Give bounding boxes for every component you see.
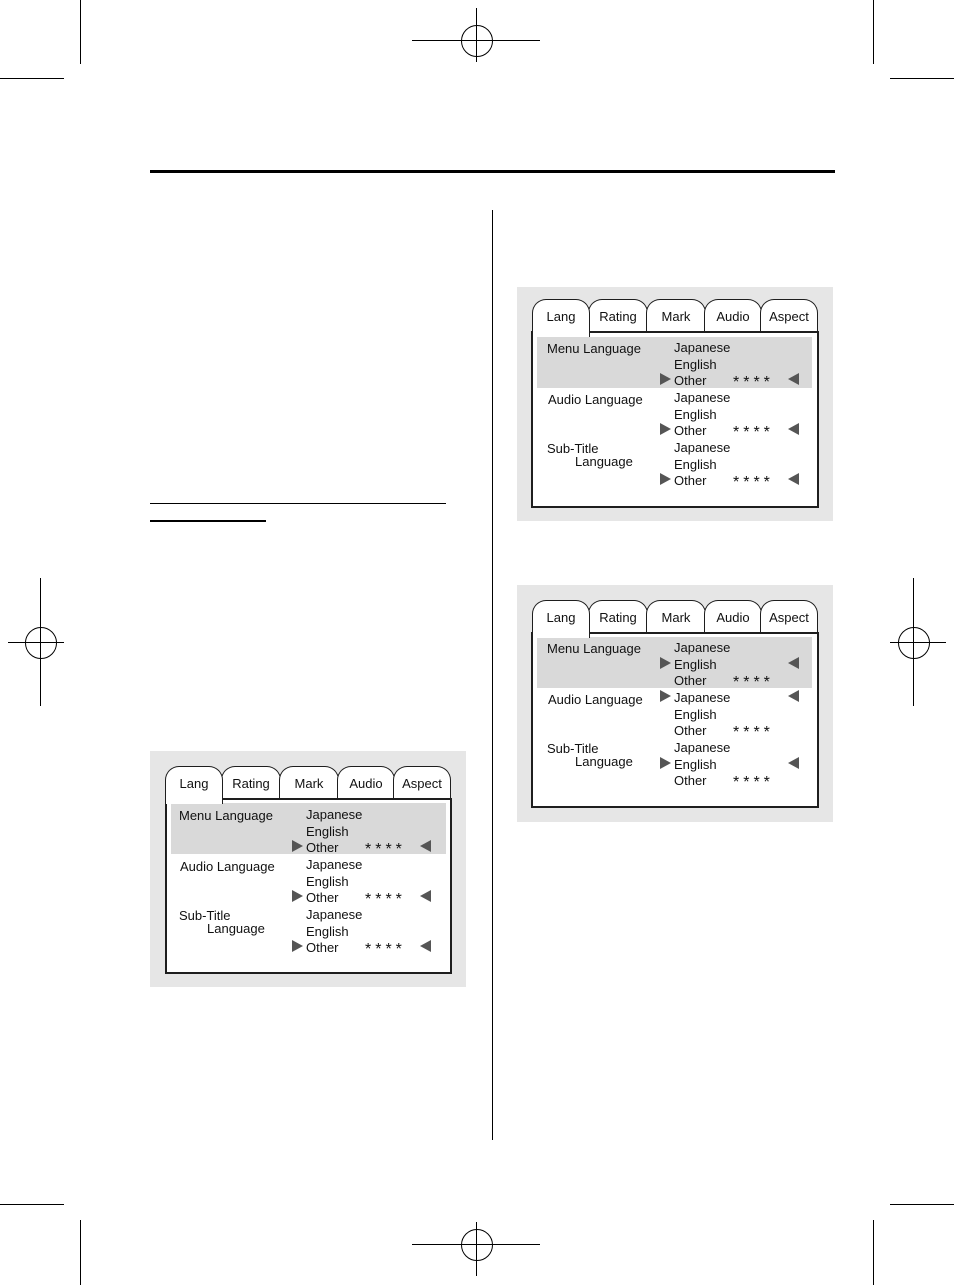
cursor-arrow-icon bbox=[788, 473, 799, 485]
lang-settings-screen bbox=[531, 331, 819, 508]
selection-arrow-icon bbox=[292, 840, 303, 852]
audio-language-label: Audio Language bbox=[180, 859, 275, 874]
code-stars: **** bbox=[733, 724, 774, 741]
option-other[interactable]: Other bbox=[306, 890, 339, 905]
option-english[interactable]: English bbox=[674, 757, 717, 772]
tab-rating[interactable]: Rating bbox=[588, 600, 648, 634]
audio-language-label: Audio Language bbox=[548, 392, 643, 407]
option-english[interactable]: English bbox=[674, 707, 717, 722]
code-stars: **** bbox=[733, 424, 774, 441]
subtitle-label: Language bbox=[575, 754, 633, 769]
lang-settings-screen bbox=[531, 632, 819, 808]
tab-mark[interactable]: Mark bbox=[646, 600, 706, 634]
option-japanese[interactable]: Japanese bbox=[674, 740, 731, 755]
option-japanese[interactable]: Japanese bbox=[306, 807, 363, 822]
tab-audio[interactable]: Audio bbox=[704, 299, 762, 333]
crop-mark bbox=[873, 1220, 874, 1285]
menu-language-label: Menu Language bbox=[547, 641, 641, 656]
code-stars: **** bbox=[733, 674, 774, 691]
selection-arrow-icon bbox=[292, 890, 303, 902]
audio-language-label: Audio Language bbox=[548, 692, 643, 707]
code-stars: **** bbox=[733, 474, 774, 491]
option-other[interactable]: Other bbox=[674, 373, 707, 388]
option-other[interactable]: Other bbox=[674, 723, 707, 738]
option-other[interactable]: Other bbox=[674, 673, 707, 688]
tab-lang[interactable]: Lang bbox=[165, 766, 223, 804]
tab-aspect[interactable]: Aspect bbox=[760, 600, 818, 634]
option-japanese[interactable]: Japanese bbox=[674, 440, 731, 455]
tab-rating[interactable]: Rating bbox=[221, 766, 281, 800]
option-other[interactable]: Other bbox=[674, 773, 707, 788]
setup-screen-panel bbox=[517, 585, 833, 822]
tab-aspect[interactable]: Aspect bbox=[393, 766, 451, 800]
code-stars: **** bbox=[733, 374, 774, 391]
cursor-arrow-icon bbox=[788, 757, 799, 769]
option-other[interactable]: Other bbox=[306, 840, 339, 855]
cursor-arrow-icon bbox=[788, 423, 799, 435]
menu-language-label: Menu Language bbox=[547, 341, 641, 356]
code-stars: **** bbox=[365, 841, 406, 858]
subtitle-label: Sub-Title bbox=[547, 441, 599, 456]
code-stars: **** bbox=[365, 891, 406, 908]
tab-audio[interactable]: Audio bbox=[704, 600, 762, 634]
option-japanese[interactable]: Japanese bbox=[674, 340, 731, 355]
cursor-arrow-icon bbox=[420, 940, 431, 952]
column-divider bbox=[492, 210, 493, 1140]
setup-screen-panel bbox=[517, 287, 833, 521]
selection-arrow-icon bbox=[660, 373, 671, 385]
tab-mark[interactable]: Mark bbox=[646, 299, 706, 333]
crop-mark bbox=[0, 78, 64, 79]
lang-settings-screen bbox=[165, 798, 452, 974]
tab-audio[interactable]: Audio bbox=[337, 766, 395, 800]
cursor-arrow-icon bbox=[788, 657, 799, 669]
selection-arrow-icon bbox=[660, 423, 671, 435]
option-english[interactable]: English bbox=[306, 924, 349, 939]
subtitle-label: Sub-Title bbox=[547, 741, 599, 756]
tab-mark[interactable]: Mark bbox=[279, 766, 339, 800]
option-english[interactable]: English bbox=[674, 407, 717, 422]
code-stars: **** bbox=[733, 774, 774, 791]
header-rule bbox=[150, 170, 835, 173]
option-english[interactable]: English bbox=[674, 657, 717, 672]
tab-rating[interactable]: Rating bbox=[588, 299, 648, 333]
section-underline bbox=[150, 520, 266, 522]
subtitle-label: Language bbox=[207, 921, 265, 936]
selection-arrow-icon bbox=[660, 757, 671, 769]
subtitle-label: Language bbox=[575, 454, 633, 469]
crop-mark bbox=[890, 1204, 954, 1205]
selection-arrow-icon bbox=[292, 940, 303, 952]
code-stars: **** bbox=[365, 941, 406, 958]
crop-mark bbox=[873, 0, 874, 64]
option-english[interactable]: English bbox=[674, 357, 717, 372]
setup-screen-panel bbox=[150, 751, 466, 987]
option-english[interactable]: English bbox=[306, 874, 349, 889]
option-japanese[interactable]: Japanese bbox=[306, 907, 363, 922]
option-japanese[interactable]: Japanese bbox=[674, 390, 731, 405]
section-rule bbox=[150, 503, 446, 504]
cursor-arrow-icon bbox=[788, 373, 799, 385]
tab-lang[interactable]: Lang bbox=[532, 299, 590, 337]
subtitle-label: Sub-Title bbox=[179, 908, 231, 923]
tab-aspect[interactable]: Aspect bbox=[760, 299, 818, 333]
crop-mark bbox=[0, 1204, 64, 1205]
option-japanese[interactable]: Japanese bbox=[674, 640, 731, 655]
crop-mark bbox=[80, 1220, 81, 1285]
option-other[interactable]: Other bbox=[674, 473, 707, 488]
option-other[interactable]: Other bbox=[306, 940, 339, 955]
crop-mark bbox=[890, 78, 954, 79]
cursor-arrow-icon bbox=[420, 890, 431, 902]
selection-arrow-icon bbox=[660, 657, 671, 669]
option-japanese[interactable]: Japanese bbox=[674, 690, 731, 705]
option-english[interactable]: English bbox=[674, 457, 717, 472]
crop-mark bbox=[80, 0, 81, 64]
option-japanese[interactable]: Japanese bbox=[306, 857, 363, 872]
selection-arrow-icon bbox=[660, 473, 671, 485]
menu-language-label: Menu Language bbox=[179, 808, 273, 823]
cursor-arrow-icon bbox=[420, 840, 431, 852]
cursor-arrow-icon bbox=[788, 690, 799, 702]
option-other[interactable]: Other bbox=[674, 423, 707, 438]
selection-arrow-icon bbox=[660, 690, 671, 702]
tab-lang[interactable]: Lang bbox=[532, 600, 590, 638]
option-english[interactable]: English bbox=[306, 824, 349, 839]
